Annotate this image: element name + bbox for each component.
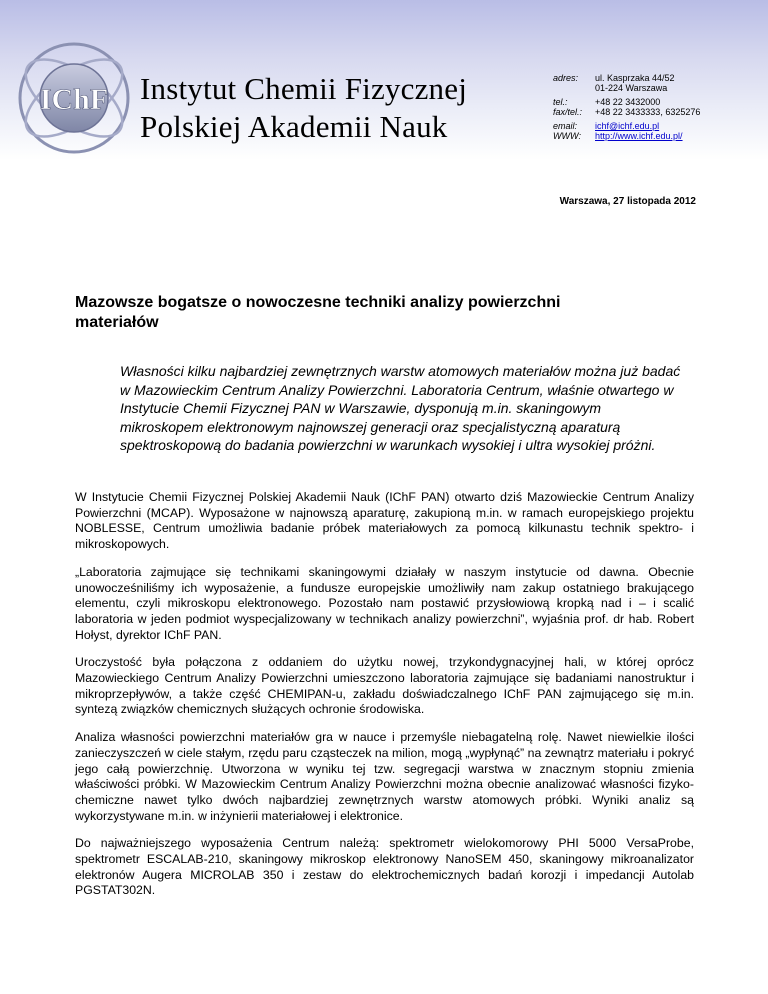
body-paragraph-1: W Instytucie Chemii Fizycznej Polskiej Akademii Nauk (IChF PAN) otwarto dziś Mazowieckie Centrum Analizy Powierzchni (MCAP). Wyposażone w najnowszą aparaturę, zakupioną m.in. w ramach europejskiego projektu NOBLESSE, Centrum umożliwia badanie próbek materiałowych za pomocą kilkunastu technik spektro- i mikroskopowych. bbox=[75, 490, 694, 552]
tel-value: +48 22 3432000 bbox=[595, 97, 661, 107]
fax-label: fax/tel.: bbox=[553, 107, 583, 117]
website-link[interactable]: http://www.ichf.edu.pl/ bbox=[595, 131, 683, 141]
body-paragraph-2: „Laboratoria zajmujące się technikami skaningowymi działały w naszym instytucie od dawna. Obecnie unowocześniliśmy ich wyposażenie, a fundusze europejskie umożliwiły nam zakup ostatniego brakującego elementu, czyli mikroskopu elektronowego. Pozostało nam postawić przysłowiową kropką nad i – i scalić laboratoria w jeden podmiot wyspecjalizowany w technikach analizy powierzchni”, wyjaśnia prof. dr hab. Robert Hołyst, dyrektor IChF PAN. bbox=[75, 564, 694, 642]
body-paragraph-5: Do najważniejszego wyposażenia Centrum należą: spektrometr wielokomorowy PHI 5000 VersaProbe, spektrometr ESCALAB-210, skaningowy mikroskop elektronowy NanoSEM 450, skaningowy mikroanalizator elektronów Augera MICROLAB 350 i zestaw do elektrochemicznych badań korozji i impedancji Autolab PGSTAT302N. bbox=[75, 836, 694, 898]
email-link[interactable]: ichf@ichf.edu.pl bbox=[595, 121, 660, 131]
institute-name-line2: Polskiej Akademii Nauk bbox=[140, 109, 448, 144]
contact-block bbox=[553, 73, 700, 141]
title-line1: Mazowsze bogatsze o nowoczesne techniki analizy powierzchni bbox=[75, 294, 561, 311]
logo-text: IChF bbox=[39, 83, 109, 116]
article-title bbox=[75, 293, 675, 333]
body-paragraph-3: Uroczystość była połączona z oddaniem do użytku nowej, trzykondygnacyjnej hali, w której oprócz Mazowieckiego Centrum Analizy Powierzchni umieszczono laboratoria zajmujące się badaniami nanostruktur i mikroprzepływów, a także część CHEMIPAN-u, zakładu doświadczalnego IChF PAN zajmującego się m.in. syntezą związków chemicznych służących ochronie środowiska. bbox=[75, 655, 694, 717]
address-line1: ul. Kasprzaka 44/52 bbox=[595, 73, 675, 83]
fax-value: +48 22 3433333, 6325276 bbox=[595, 107, 701, 117]
institute-name-line1: Instytut Chemii Fizycznej bbox=[140, 71, 468, 106]
address-label: adres: bbox=[553, 73, 579, 83]
address-line2: 01-224 Warszawa bbox=[595, 83, 668, 93]
body-paragraph-4: Analiza własności powierzchni materiałów gra w nauce i przemyśle niebagatelną rolę. Nawet niewielkie ilości zanieczyszczeń w ciele stałym, rzędu paru cząsteczek na milion, mogą „wypłynąć” na zewnątrz materiału i pokryć jego całą powierzchnię. Utworzona w wyniku tej tzw. segregacji warstwa w znacznym stopniu zmienia właściwości próbki. W Mazowieckim Centrum Analizy Powierzchni można obecnie analizować własności fizyko-chemiczne nawet tylko dwóch najbardziej zewnętrznych warstw atomowych próbki. Wyniki analiz są wykorzystywane m.in. w inżynierii materiałowej i elektronice. bbox=[75, 730, 694, 823]
title-line2: materiałów bbox=[75, 314, 159, 331]
article-body bbox=[75, 490, 694, 911]
www-label: WWW: bbox=[553, 131, 581, 141]
tel-label: tel.: bbox=[553, 97, 568, 107]
document-date: Warszawa, 27 listopada 2012 bbox=[559, 196, 696, 207]
email-label: email: bbox=[553, 121, 578, 131]
institute-name bbox=[140, 70, 467, 146]
lead-paragraph: Własności kilku najbardziej zewnętrznych warstw atomowych materiałów można już badać w Mazowieckim Centrum Analizy Powierzchni. Laboratoria Centrum, właśnie otwartego w Instytucie Chemii Fizycznej PAN w Warszawie, dysponują m.in. skaningowym mikroskopem elektronowym najnowszej generacji oraz specjalistyczną aparaturą spektroskopową do badania powierzchni w warunkach wysokiej i ultra wysokiej próżni. bbox=[120, 363, 681, 453]
ichf-logo bbox=[14, 38, 134, 158]
